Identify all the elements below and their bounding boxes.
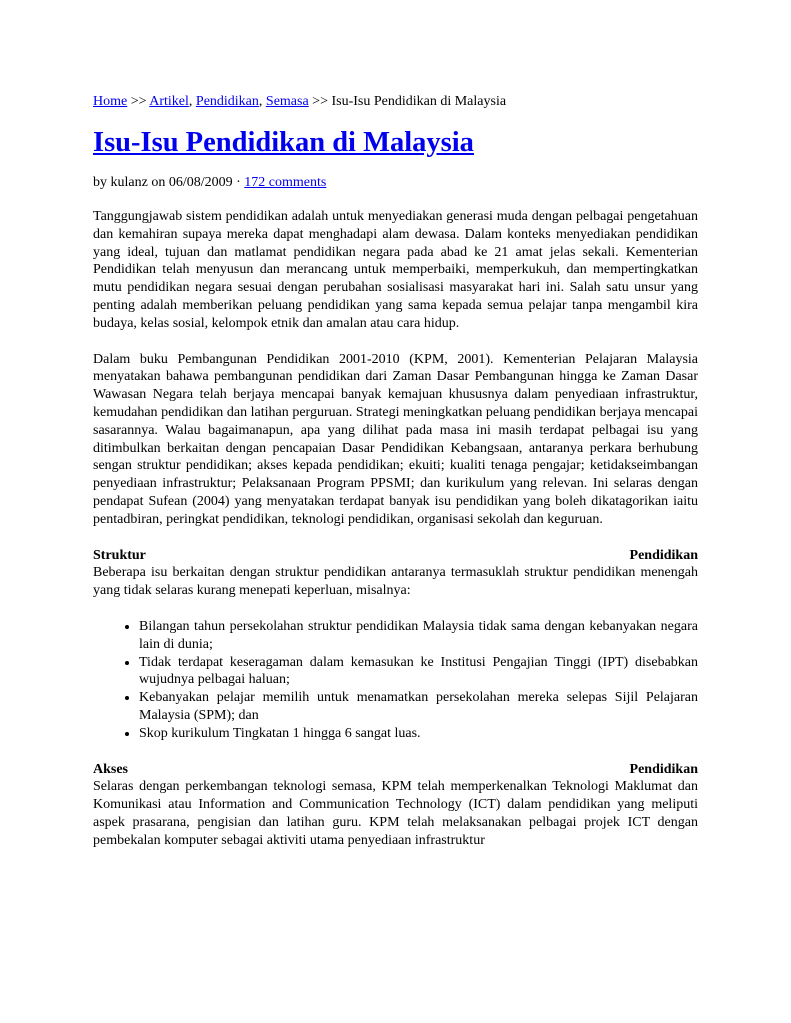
list-item: • Tidak terdapat keseragaman dalam kemasukan ke Institusi Pengajian Tinggi (IPT) disebabkan wujudnya pelbagai haluan; bbox=[139, 654, 698, 690]
list-item: • Bilangan tahun persekolahan struktur pendidikan Malaysia tidak sama dengan kebanyakan negara lain di dunia; bbox=[139, 618, 698, 654]
article-paragraph-2: Dalam buku Pembangunan Pendidikan 2001-2010 (KPM, 2001). Kementerian Pelajaran Malaysia menyatakan bahawa pembangunan pendidikan dari Zaman Dasar Pembangunan hingga ke Zaman Dasar Wawasan Negara telah berjaya mencapai banyak kemajuan khususnya dalam penyediaan infrastruktur, kemudahan pendidikan dan latihan perguruan. Strategi meningkatkan peluang pendidikan berjaya mencapai sasarannya. Walau bagaimanapun, apa yang dilihat pada masa ini masih terdapat pelbagai isu yang ditimbulkan berkaitan dengan pencapaian Dasar Pendidikan Kebangsaan, antaranya perkara berhubung sengan struktur pendidikan; akses kepada pendidikan; ekuiti; kualiti tenaga pengajar; ketidakseimbangan penyediaan infrastruktur; Pelaksanaan Program PPSMI; dan kurikulum yang relevan. Ini selaras dengan pendapat Sufean (2004) yang menyatakan terdapat banyak isu pendidikan yang boleh dikatagorikan iaitu pentadbiran, peringkat pendidikan, teknologi pendidikan, organisasi sekolah dan keguruan. bbox=[93, 351, 698, 527]
breadcrumb-comma: , bbox=[258, 94, 266, 109]
section-heading-left: Akses bbox=[93, 761, 129, 777]
section-heading bbox=[93, 761, 698, 779]
breadcrumb-semasa-link[interactable]: Semasa bbox=[265, 94, 309, 109]
breadcrumb-separator: >> bbox=[308, 94, 332, 109]
section-akses bbox=[93, 761, 698, 850]
section-struktur bbox=[93, 547, 698, 743]
breadcrumb bbox=[93, 93, 698, 111]
section-heading-right: Pendidikan bbox=[629, 761, 698, 777]
breadcrumb-home-link[interactable]: Home bbox=[93, 94, 128, 109]
section-heading-left: Struktur bbox=[93, 547, 146, 563]
breadcrumb-artikel-link[interactable]: Artikel bbox=[149, 94, 189, 109]
comments-link[interactable]: 172 comments bbox=[244, 175, 327, 190]
breadcrumb-separator: >> bbox=[127, 94, 150, 109]
list-item: • Kebanyakan pelajar memilih untuk menamatkan persekolahan mereka selepas Sijil Pelajaran Malaysia (SPM); dan bbox=[139, 689, 698, 725]
struktur-issue-list bbox=[93, 618, 698, 743]
section-text: Selaras dengan perkembangan teknologi semasa, KPM telah memperkenalkan Teknologi Maklumat dan Komunikasi atau Information and Communication Technology (ICT) dalam pendidikan yang meliputi aspek prasarana, pengisian dan latihan guru. KPM telah melaksanakan pelbagai projek ICT dengan pembekalan komputer sebagai aktiviti utama penyediaan infrastruktur bbox=[93, 779, 698, 848]
breadcrumb-comma: , bbox=[188, 94, 196, 109]
breadcrumb-current: Isu-Isu Pendidikan di Malaysia bbox=[331, 94, 507, 109]
list-item: • Skop kurikulum Tingkatan 1 hingga 6 sangat luas. bbox=[139, 725, 698, 743]
section-heading-right: Pendidikan bbox=[629, 547, 698, 563]
article-title-link[interactable]: Isu-Isu Pendidikan di Malaysia bbox=[93, 127, 474, 158]
byline-text: by kulanz on 06/08/2009 · bbox=[93, 175, 245, 190]
breadcrumb-pendidikan-link[interactable]: Pendidikan bbox=[195, 94, 259, 109]
article-paragraph-1: Tanggungjawab sistem pendidikan adalah untuk menyediakan generasi muda dengan pelbagai pengetahuan dan kemahiran supaya mereka dapat menghadapi alam dewasa. Dalam konteks menyediakan pendidikan yang ideal, tujuan dan matlamat pendidikan negara pada abad ke 21 amat jelas sekali. Kementerian Pendidikan telah menyusun dan merancang untuk memperbaiki, memperkukuh, dan mempertingkatkan mutu pendidikan negara sesuai dengan perubahan sosialisasi masyarakat hari ini. Salah satu unsur yang penting adalah memberikan peluang pendidikan yang sama kepada semua pelajar tanpa mengambil kira budaya, kelas sosial, kelompok etnik dan amalan atau cara hidup. bbox=[93, 209, 698, 331]
section-heading bbox=[93, 547, 698, 565]
document-page bbox=[93, 93, 698, 850]
section-intro: Beberapa isu berkaitan dengan struktur pendidikan antaranya termasuklah struktur pendidikan menengah yang tidak selaras kurang menepati keperluan, misalnya: bbox=[93, 565, 698, 599]
article-byline bbox=[93, 174, 698, 192]
article-title bbox=[93, 125, 698, 161]
